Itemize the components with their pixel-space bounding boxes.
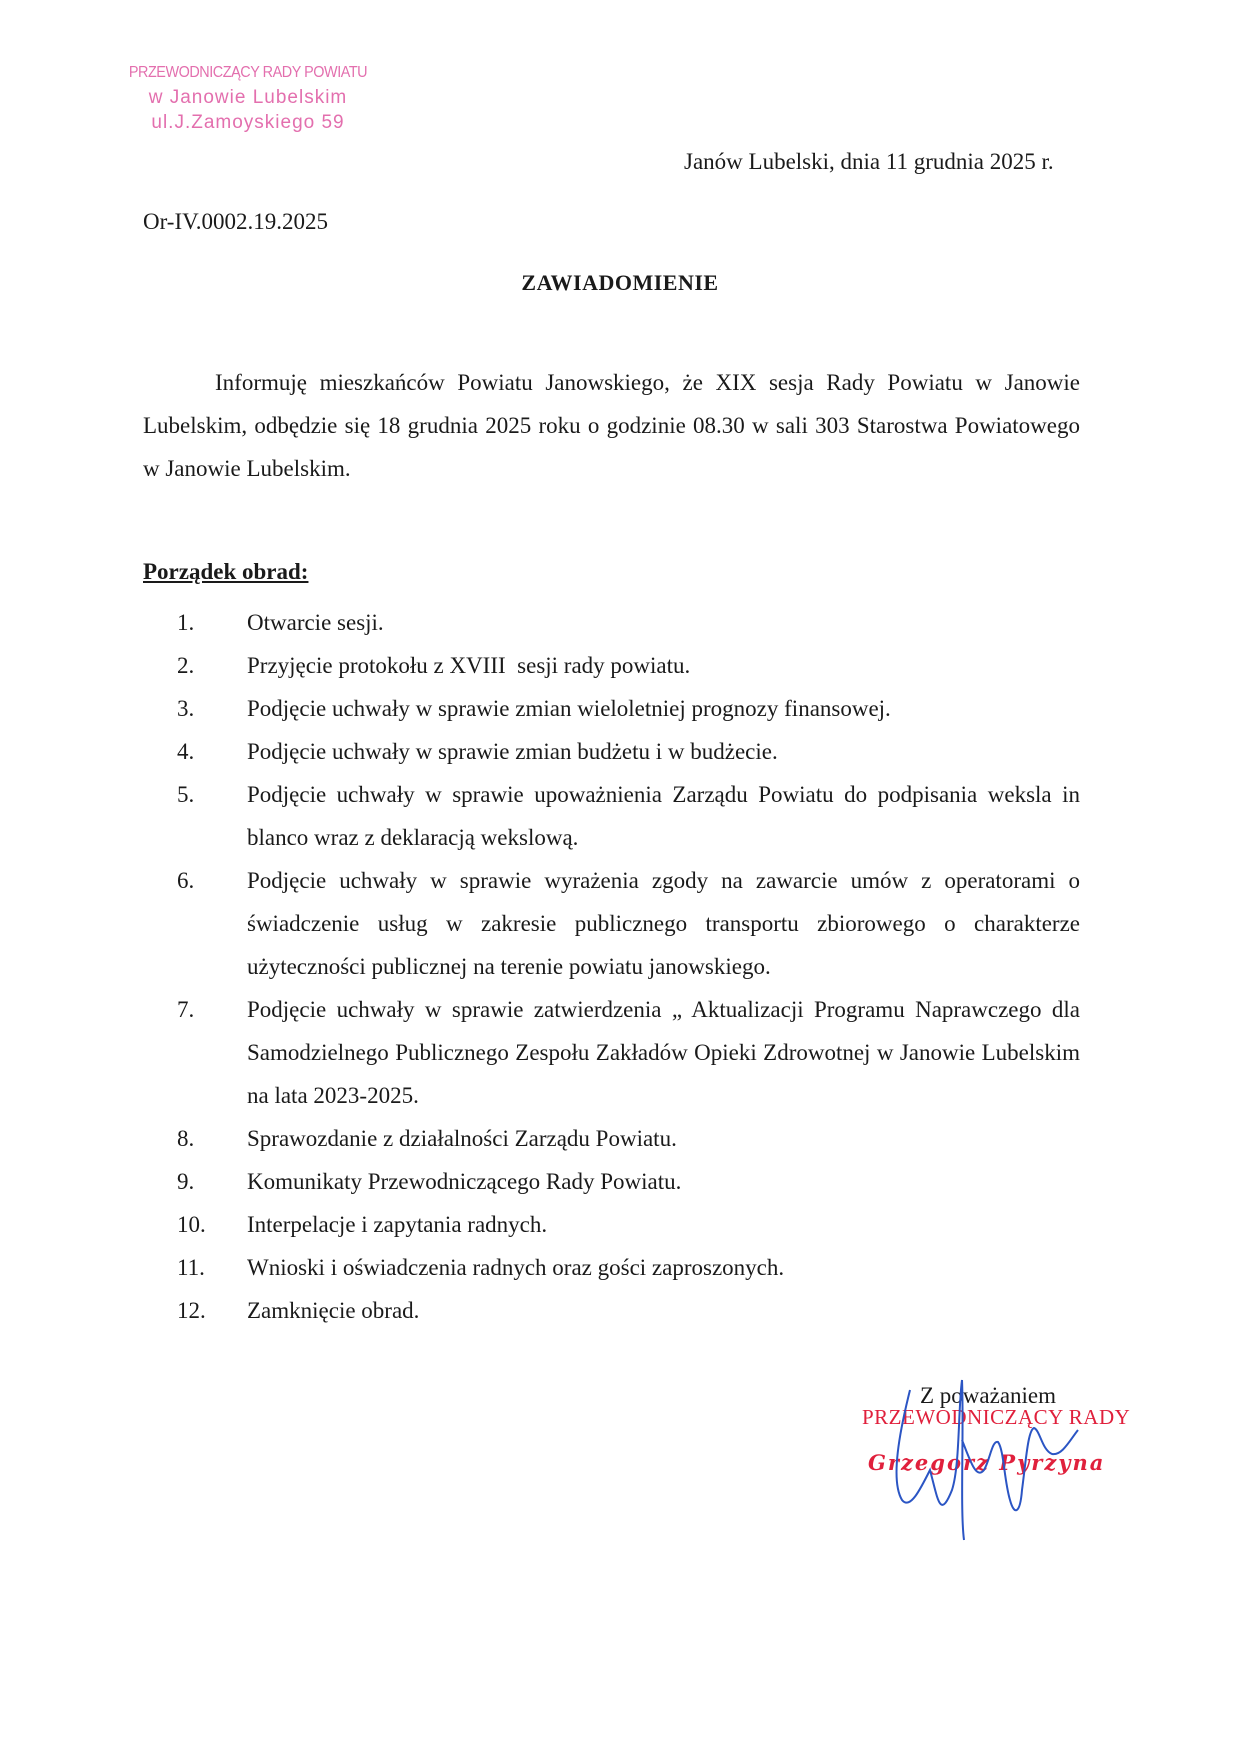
agenda-item: [143, 1203, 1080, 1246]
agenda-list: [143, 601, 1080, 1332]
agenda-item-number: 12.: [177, 1298, 206, 1323]
agenda-item-number: 6.: [177, 868, 195, 893]
document-title: ZAWIADOMIENIE: [521, 270, 719, 295]
agenda-item: [143, 988, 1080, 1117]
office-stamp: [88, 60, 408, 135]
agenda-item-text: Otwarcie sesji.: [247, 610, 384, 635]
agenda-item: [143, 644, 1080, 687]
intro-paragraph: Informuję mieszkańców Powiatu Janowskiego, że XIX sesja Rady Powiatu w Janowie Lubelskim, odbędzie się 18 grudnia 2025 roku o godzinie 08.30 w sali 303 Starostwa Powiatowego w Janowie Lubelskim.: [143, 370, 1080, 481]
agenda-item-number: 10.: [177, 1212, 206, 1237]
stamp-line-title: PRZEWODNICZĄCY RADY POWIATU: [128, 64, 368, 81]
agenda-item-text: Przyjęcie protokołu z XVIII sesji rady powiatu.: [247, 653, 691, 678]
stamp-line-city: w Janowie Lubelskim: [148, 87, 348, 108]
agenda-item-number: 9.: [177, 1169, 195, 1194]
agenda-item: [143, 687, 1080, 730]
agenda-item: [143, 1246, 1080, 1289]
agenda-item-number: 5.: [177, 782, 195, 807]
signature-stamp-title: PRZEWODNICZĄCY RADY: [862, 1405, 1131, 1429]
agenda-item-text: Interpelacje i zapytania radnych.: [247, 1212, 548, 1237]
agenda-item-number: 1.: [177, 610, 195, 635]
agenda-item-text: Komunikaty Przewodniczącego Rady Powiatu.: [247, 1169, 682, 1194]
handwritten-signature: [880, 1370, 1120, 1550]
signature-stamp-name: Grzegorz Pyrzyna: [868, 1450, 1106, 1475]
agenda-item-number: 2.: [177, 653, 195, 678]
agenda-item-text: Podjęcie uchwały w sprawie zatwierdzenia „ Aktualizacji Programu Naprawczego dla Samodzielnego Publicznego Zespołu Zakładów Opieki Zdrowotnej w Janowie Lubelskim na lata 2023-2025.: [247, 997, 1080, 1108]
agenda-item-text: Zamknięcie obrad.: [247, 1298, 420, 1323]
agenda-item: [143, 773, 1080, 859]
agenda-item-text: Podjęcie uchwały w sprawie zmian wieloletniej prognozy finansowej.: [247, 696, 891, 721]
agenda-heading: Porządek obrad:: [143, 559, 309, 584]
agenda-item-number: 3.: [177, 696, 195, 721]
closing-phrase: Z poważaniem: [920, 1383, 1057, 1408]
agenda-item-number: 8.: [177, 1126, 195, 1151]
agenda-item-number: 7.: [177, 997, 195, 1022]
agenda-item-text: Podjęcie uchwały w sprawie upoważnienia Zarządu Powiatu do podpisania weksla in blanco wraz z deklaracją wekslową.: [247, 782, 1080, 850]
agenda-item-text: Podjęcie uchwały w sprawie zmian budżetu i w budżecie.: [247, 739, 778, 764]
agenda-item: [143, 859, 1080, 988]
agenda-item-number: 11.: [177, 1255, 205, 1280]
place-and-date: Janów Lubelski, dnia 11 grudnia 2025 r.: [684, 149, 1054, 174]
agenda-item: [143, 601, 1080, 644]
agenda-item: [143, 1117, 1080, 1160]
agenda-item-text: Podjęcie uchwały w sprawie wyrażenia zgody na zawarcie umów z operatorami o świadczenie usług w zakresie publicznego transportu zbiorowego o charakterze użyteczności publicznej na terenie powiatu janowskiego.: [247, 868, 1080, 979]
agenda-item: [143, 1289, 1080, 1332]
agenda-item-text: Sprawozdanie z działalności Zarządu Powiatu.: [247, 1126, 677, 1151]
agenda-item: [143, 1160, 1080, 1203]
agenda-item-number: 4.: [177, 739, 195, 764]
agenda-item-text: Wnioski i oświadczenia radnych oraz gości zaproszonych.: [247, 1255, 785, 1280]
reference-number: Or-IV.0002.19.2025: [143, 209, 329, 234]
signature-stroke: [897, 1380, 1078, 1540]
stamp-line-address: ul.J.Zamoyskiego 59: [151, 112, 345, 133]
agenda-item: [143, 730, 1080, 773]
